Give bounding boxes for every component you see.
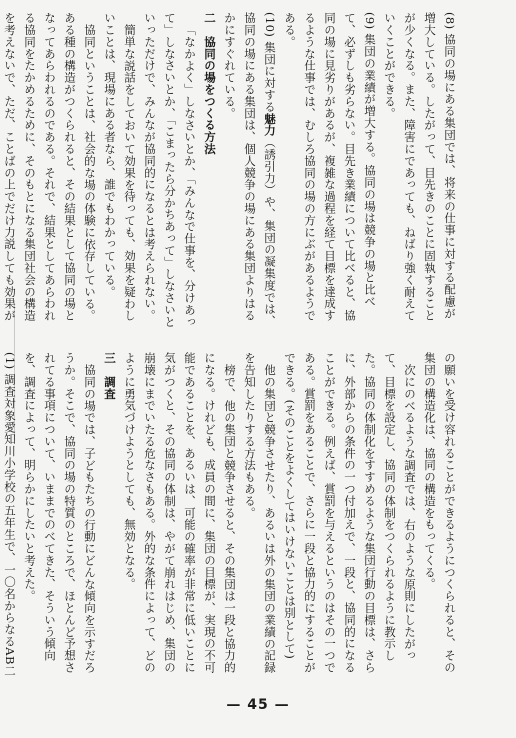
- lower-text-block: [3, 352, 460, 678]
- list-item-9: (9) 集団の業績が増大する。協同の場は競争の場と比べて、必ずしも劣らない。目先き業績について比べると、協同の場に見劣りがあるが、複雑な過程を経て目標を達成するような仕事では、むしろ協同の場の方にぶがあるようである。: [283, 12, 377, 322]
- upper-text-block: [3, 12, 460, 328]
- list-item-10: [220, 12, 280, 328]
- paragraph: 「なかよく」しなさいとか、「みんなで仕事を、分けあって」しなさいとか、「こまったら分かちあって」しなさいといっただけで、みんなが協同的になるとは考えられない。: [143, 12, 197, 328]
- list-item-10-prefix: (10) 集団に対する: [263, 12, 277, 113]
- page-number: — 45 —: [226, 697, 290, 713]
- section-heading-2: 二 協同の場をつくる方法: [203, 12, 217, 155]
- paragraph: 簡単な説話をしておいて効果を待っても、効果を疑わしいことは、現場にある者なら、誰でもわかっている。: [103, 12, 137, 321]
- paragraph: 協同ということは、社会的な場の体験に依存している。ある種の構造がつくられると、その結果として協同の場となってあらわれるのである。それで、結果としてあらわれる協同をたかめるために、そのもとになる集団社会の構造を考えないで、ただ、ことばの上でだけ力説しても効果が: [3, 12, 97, 322]
- list-item-10-emphasis: 魅力: [263, 112, 277, 137]
- paragraph: 次にのべるような調査では、右のような原則にしたがって、目標を設定し、協同の体制をつくられるように教示した。協同の体制化をすすめるような集団行動の目標は、さらに、外部からの条件の一つ付加えで、一段と、協同的になることができる。例えば、賞罰を与えるというのはその一つである。賞罰をあることで、さらに一段と協力的にすることができる。(そのことをよくしてはいけないことは別として): [283, 352, 417, 674]
- list-item-8: (8) 協同の場にある集団では、将来の仕事に対する配慮が増大している。したがって、目先きのことに固執することが少くなる。また、障害にであっても、ねばり強く耐えていくことができる。: [383, 12, 457, 322]
- paragraph: 榜で、他の集団と競争させると、その集団は一段と協力的になる。けれども、成員の間に、集団の目標が、実現の不可能であることを、あるいは、可能の確率が非常に低いことに気がつくと、その協同の体制は、やがて崩れはじめ、集団の崩壊にまでいたる危なさもある。外的な条件によって、どのように勇気づけようとしても、無効となる。: [123, 352, 237, 674]
- paragraph: の願いを受け容れることができるようにつくられると、その集団の構造化は、協同の構造をもってくる。: [423, 352, 457, 674]
- paragraph: 他の集団と競争させたり、あるいは外の集団の業績の記録を告知したりする方法もある。: [243, 352, 277, 673]
- paragraph: 協同の場では、子どもたちの行動にどんな傾向を示すだろうか。そこで、協同の場の特質のところで、ほとんど予想されてる事項について、いままでのべてきた、そういう傾向を、調査によって、明らかにしたいと考えた。: [23, 352, 97, 674]
- list-item-1: (1) 調査対象愛知川小学校の五年生で、一〇名からなるAB二: [3, 352, 17, 677]
- list-item-10-rest: （誘引力）や、集団の凝集度では、協同の場にある集団は、個人競争の場にある集団よりはるかにすぐれている。: [223, 12, 277, 327]
- section-heading-3: 三 調査: [103, 352, 117, 400]
